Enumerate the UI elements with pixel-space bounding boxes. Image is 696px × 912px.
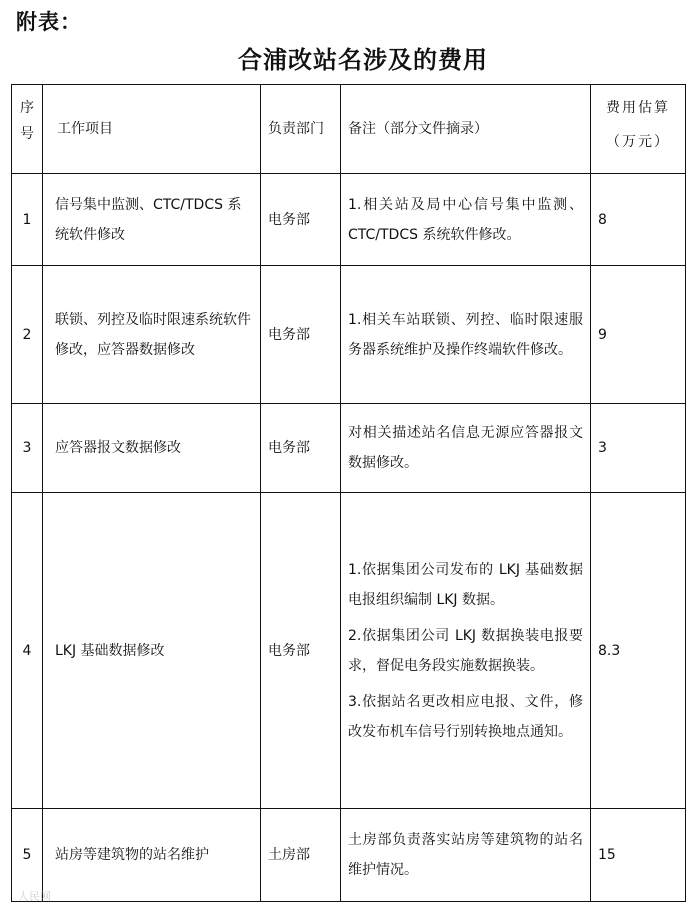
table-row xyxy=(12,809,686,902)
row-note xyxy=(341,266,591,404)
row-seq: 1 xyxy=(12,174,43,266)
table-row xyxy=(12,493,686,809)
note-paragraph: 1.相关车站联锁、列控、临时限速服务器系统维护及操作终端软件修改。 xyxy=(348,311,583,358)
note-paragraph: 2.依据集团公司 LKJ 数据换装电报要求，督促电务段实施数据换装。 xyxy=(348,627,583,674)
note-paragraph: 1.依据集团公司发布的 LKJ 基础数据电报组织编制 LKJ 数据。 xyxy=(348,561,583,608)
row-cost: 15 xyxy=(591,809,686,902)
table-row xyxy=(12,404,686,493)
row-cost: 8 xyxy=(591,174,686,266)
row-cost: 8.3 xyxy=(591,493,686,809)
document-title: 合浦改站名涉及的费用 xyxy=(238,46,488,74)
header-item: 工作项目 xyxy=(43,85,261,174)
row-cost: 9 xyxy=(591,266,686,404)
appendix-label: 附表： xyxy=(16,10,82,34)
row-note xyxy=(341,493,591,809)
header-seq-line1: 序 xyxy=(20,100,34,116)
note-paragraph: 土房部负责落实站房等建筑物的站名维护情况。 xyxy=(348,832,583,878)
header-cost-line2: （万元） xyxy=(606,134,670,150)
cost-table xyxy=(11,84,686,902)
header-note: 备注（部分文件摘录） xyxy=(341,85,591,174)
note-paragraph: 3.依据站名更改相应电报、文件，修改发布机车信号行别转换地点通知。 xyxy=(348,693,583,740)
header-cost-line1: 费用估算 xyxy=(606,100,670,116)
table-row xyxy=(12,174,686,266)
row-item: LKJ 基础数据修改 xyxy=(43,493,261,809)
row-item: 站房等建筑物的站名维护 xyxy=(43,809,261,902)
watermark: 人民网 xyxy=(18,890,51,903)
row-dept: 土房部 xyxy=(261,809,341,902)
note-paragraph: 1.相关站及局中心信号集中监测、CTC/TDCS 系统软件修改。 xyxy=(348,196,583,243)
header-seq xyxy=(12,85,43,174)
header-cost xyxy=(591,85,686,174)
note-paragraph: 对相关描述站名信息无源应答器报文数据修改。 xyxy=(348,425,583,471)
row-seq: 2 xyxy=(12,266,43,404)
row-note xyxy=(341,174,591,266)
row-dept: 电务部 xyxy=(261,493,341,809)
row-seq: 5 xyxy=(12,809,43,902)
row-item: 联锁、列控及临时限速系统软件修改，应答器数据修改 xyxy=(43,266,261,404)
header-dept: 负责部门 xyxy=(261,85,341,174)
row-note xyxy=(341,404,591,493)
row-seq: 4 xyxy=(12,493,43,809)
row-item: 应答器报文数据修改 xyxy=(43,404,261,493)
table-header-row xyxy=(12,85,686,174)
row-cost: 3 xyxy=(591,404,686,493)
row-note xyxy=(341,809,591,902)
table-row xyxy=(12,266,686,404)
row-dept: 电务部 xyxy=(261,174,341,266)
row-item: 信号集中监测、CTC/TDCS 系统软件修改 xyxy=(43,174,261,266)
header-seq-line2: 号 xyxy=(20,126,34,142)
row-dept: 电务部 xyxy=(261,404,341,493)
row-seq: 3 xyxy=(12,404,43,493)
row-dept: 电务部 xyxy=(261,266,341,404)
